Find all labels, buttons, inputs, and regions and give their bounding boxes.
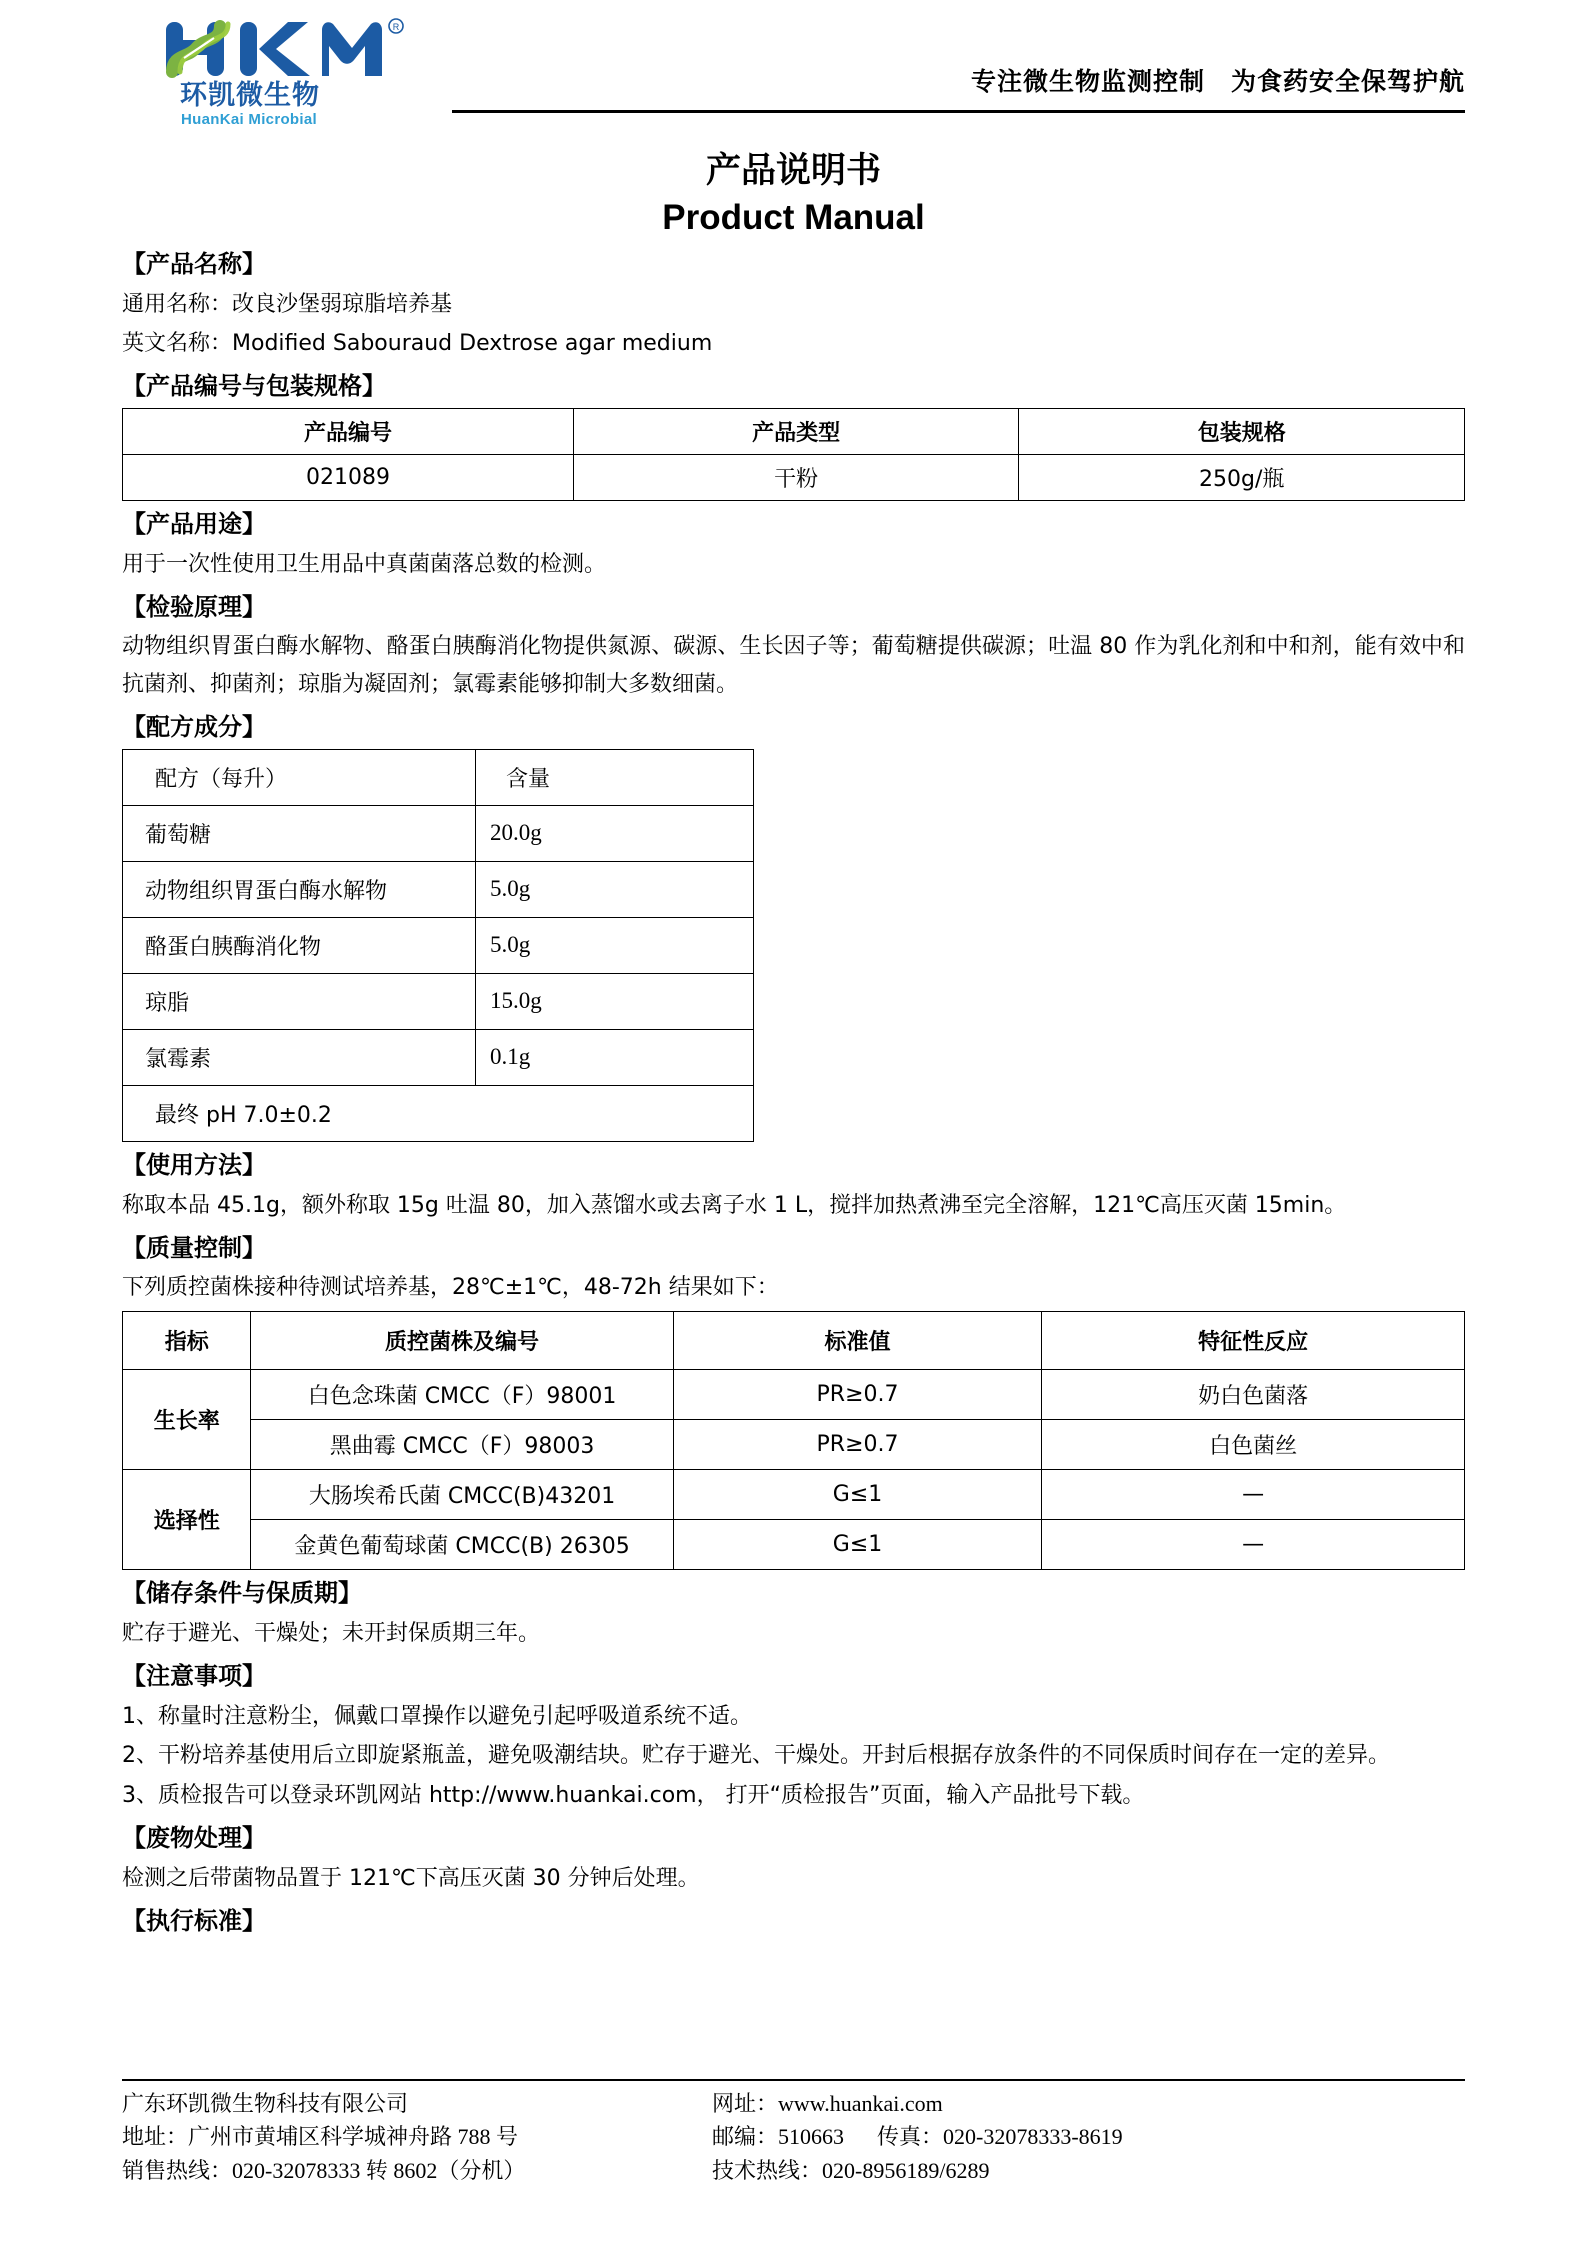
section-heading-spec: 【产品编号与包装规格】	[122, 372, 386, 401]
formula-amount-1: 5.0g	[476, 861, 754, 917]
section-heading-principle: 【检验原理】	[122, 592, 266, 621]
method-text: 称取本品 45.1g，额外称取 15g 吐温 80，加入蒸馏水或去离子水 1 L，搅拌加热煮沸至完全溶解，121℃高压灭菌 15min。	[122, 1192, 1347, 1218]
formula-name-2: 酪蛋白胰酶消化物	[123, 917, 476, 973]
qc-strain-1: 黑曲霉 CMCC（F）98003	[251, 1420, 673, 1470]
formula-amount-3: 15.0g	[476, 973, 754, 1029]
purpose-text: 用于一次性使用卫生用品中真菌菌落总数的检测。	[122, 551, 607, 577]
common-name-label: 通用名称：	[122, 291, 233, 317]
table-row-ph	[123, 1085, 754, 1141]
formula-amount-2: 5.0g	[476, 917, 754, 973]
table-header-row	[123, 1312, 1465, 1370]
product-english-name-line	[122, 325, 1465, 363]
product-common-name-line	[122, 286, 1465, 324]
page-title	[122, 148, 1465, 241]
company-logo	[162, 18, 452, 128]
formula-amount-0: 20.0g	[476, 805, 754, 861]
formula-amount-4: 0.1g	[476, 1029, 754, 1085]
table-row	[123, 1029, 754, 1085]
table-row	[123, 917, 754, 973]
section-heading-storage: 【储存条件与保质期】	[122, 1579, 362, 1608]
formula-name-0: 葡萄糖	[123, 805, 476, 861]
qc-reaction-0: 奶白色菌落	[1042, 1370, 1465, 1420]
spec-col-package: 包装规格	[1019, 409, 1465, 455]
footer-postcode-fax: 邮编：510663 传真：020-32078333-8619	[712, 2124, 1123, 2150]
qc-reaction-1: 白色菌丝	[1042, 1420, 1465, 1470]
qc-category-growth: 生长率	[123, 1370, 251, 1470]
note-item-3: 3、质检报告可以登录环凯网站 http://www.huankai.com， 打开“质检报告”页面，输入产品批号下载。	[122, 1783, 1145, 1809]
qc-standard-0: PR≥0.7	[673, 1370, 1042, 1420]
table-header-row	[123, 409, 1465, 455]
table-row	[123, 861, 754, 917]
footer-address: 地址：广州市黄埔区科学城神舟路 788 号	[122, 2124, 519, 2150]
spec-table	[122, 408, 1465, 501]
page-footer	[122, 2079, 1465, 2187]
table-header-row	[123, 749, 754, 805]
title-english: Product Manual	[662, 198, 925, 238]
page-header	[122, 0, 1465, 128]
english-name-value: Modified Sabouraud Dextrose agar medium	[232, 331, 713, 357]
formula-col-amount: 含量	[476, 749, 754, 805]
qc-strain-3: 金黄色葡萄球菌 CMCC(B) 26305	[251, 1520, 673, 1570]
footer-tech-hotline: 技术热线：020-8956189/6289	[712, 2157, 990, 2183]
note-item-1: 1、称量时注意粉尘，佩戴口罩操作以避免引起呼吸道系统不适。	[122, 1703, 752, 1729]
table-row	[123, 455, 1465, 501]
hkm-logo-icon	[162, 18, 452, 80]
formula-table	[122, 749, 754, 1142]
header-slogan: 专注微生物监测控制 为食药安全保驾护航	[970, 67, 1465, 96]
quality-control-table	[122, 1311, 1465, 1570]
waste-text: 检测之后带菌物品置于 121℃下高压灭菌 30 分钟后处理。	[122, 1865, 700, 1891]
formula-name-1: 动物组织胃蛋白酶水解物	[123, 861, 476, 917]
header-divider	[452, 110, 1465, 113]
principle-text: 动物组织胃蛋白酶水解物、酪蛋白胰酶消化物提供氮源、碳源、生长因子等；葡萄糖提供碳源；吐温 80 作为乳化剂和中和剂，能有效中和抗菌剂、抑菌剂；琼脂为凝固剂；氯霉素能够抑制大多数细菌。	[122, 634, 1465, 698]
footer-divider	[122, 2079, 1465, 2081]
qc-category-selectivity: 选择性	[123, 1470, 251, 1570]
quality-control-intro: 下列质控菌株接种待测试培养基，28℃±1℃，48-72h 结果如下：	[122, 1275, 779, 1301]
qc-reaction-2: —	[1042, 1470, 1465, 1520]
title-chinese: 产品说明书	[705, 151, 881, 191]
table-row	[123, 805, 754, 861]
section-heading-formula: 【配方成分】	[122, 713, 266, 742]
qc-standard-3: G≤1	[673, 1520, 1042, 1570]
english-name-label: 英文名称：	[122, 331, 233, 357]
section-heading-product-name: 【产品名称】	[122, 249, 266, 278]
spec-col-type: 产品类型	[573, 409, 1019, 455]
note-item-2: 2、干粉培养基使用后立即旋紧瓶盖，避免吸潮结块。贮存于避光、干燥处。开封后根据存放条件的不同保质时间存在一定的差异。	[122, 1743, 1391, 1769]
table-row	[123, 1470, 1465, 1520]
qc-standard-1: PR≥0.7	[673, 1420, 1042, 1470]
formula-col-name: 配方（每升）	[123, 749, 476, 805]
logo-mark-hkm	[162, 18, 452, 80]
section-heading-purpose: 【产品用途】	[122, 510, 266, 538]
footer-website: 网址：www.huankai.com	[712, 2090, 943, 2116]
qc-strain-0: 白色念珠菌 CMCC（F）98001	[251, 1370, 673, 1420]
section-heading-standard: 【执行标准】	[122, 1906, 266, 1935]
footer-sales-hotline: 销售热线：020-32078333 转 8602（分机）	[122, 2157, 526, 2183]
table-row	[123, 1520, 1465, 1570]
storage-text: 贮存于避光、干燥处；未开封保质期三年。	[122, 1620, 541, 1646]
table-row	[123, 973, 754, 1029]
qc-col-strain: 质控菌株及编号	[251, 1312, 673, 1370]
qc-reaction-3: —	[1042, 1520, 1465, 1570]
common-name-value: 改良沙堡弱琼脂培养基	[232, 291, 453, 317]
section-heading-notes: 【注意事项】	[122, 1661, 266, 1690]
logo-chinese-name: 环凯微生物	[180, 80, 320, 111]
table-row	[123, 1420, 1465, 1470]
footer-left-column	[122, 2087, 712, 2187]
spec-cell-package: 250g/瓶	[1019, 455, 1465, 501]
qc-standard-2: G≤1	[673, 1470, 1042, 1520]
formula-ph: 最终 pH 7.0±0.2	[123, 1085, 754, 1141]
section-heading-quality-control: 【质量控制】	[122, 1233, 266, 1262]
formula-name-3: 琼脂	[123, 973, 476, 1029]
qc-col-standard: 标准值	[673, 1312, 1042, 1370]
formula-name-4: 氯霉素	[123, 1029, 476, 1085]
logo-english-name: HuanKai Microbial	[181, 111, 317, 128]
section-heading-waste: 【废物处理】	[122, 1824, 266, 1853]
spec-cell-code: 021089	[123, 455, 574, 501]
table-row	[123, 1370, 1465, 1420]
section-heading-method: 【使用方法】	[122, 1150, 266, 1179]
footer-right-column	[712, 2087, 1465, 2187]
spec-cell-type: 干粉	[573, 455, 1019, 501]
qc-col-reaction: 特征性反应	[1042, 1312, 1465, 1370]
qc-strain-2: 大肠埃希氏菌 CMCC(B)43201	[251, 1470, 673, 1520]
svg-text:R: R	[392, 22, 400, 32]
qc-col-index: 指标	[123, 1312, 251, 1370]
footer-company: 广东环凯微生物科技有限公司	[122, 2090, 409, 2116]
spec-col-code: 产品编号	[123, 409, 574, 455]
